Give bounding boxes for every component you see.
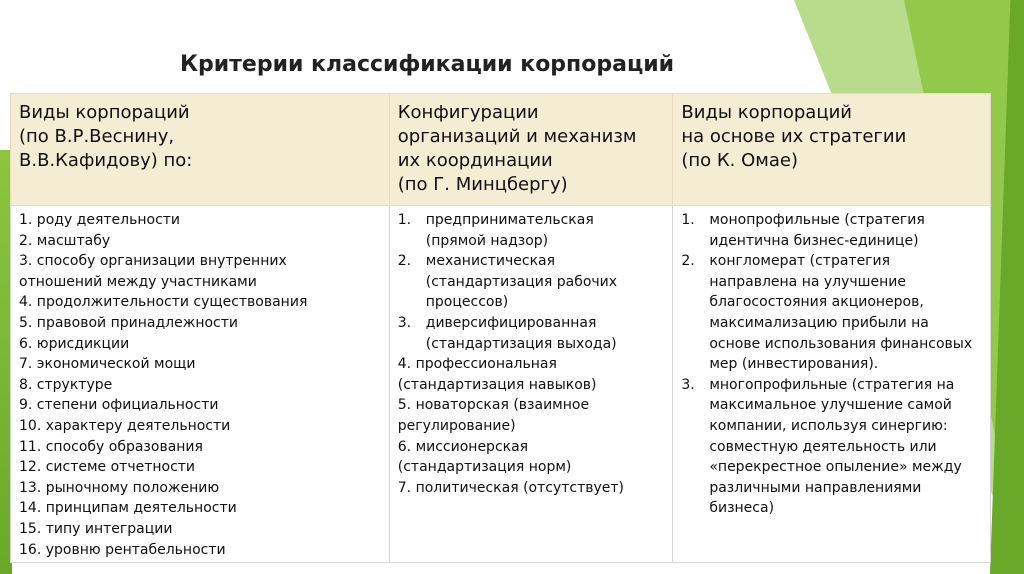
header-col1: [11, 94, 390, 206]
item-line: компании, используя синергию:: [709, 417, 948, 434]
list-item: 6. миссионерская: [397, 438, 529, 455]
header-col2: [389, 94, 673, 206]
list-item: 13. рыночному положению: [19, 479, 220, 496]
list-item: 14. принципам деятельности: [19, 500, 237, 517]
header-col2-line: Конфигурации: [397, 102, 539, 123]
item-line: многопрофильные (стратегия на: [709, 376, 955, 393]
col1-list: [19, 210, 383, 560]
list-item: (стандартизация норм): [397, 459, 572, 476]
item-line: совместную деятельность или: [709, 438, 937, 455]
col2-plain-list: [398, 354, 667, 498]
item-line: процессов): [425, 294, 509, 311]
list-item: 1. роду деятельности: [19, 212, 181, 228]
list-item: [681, 251, 984, 375]
item-line: (стандартизация рабочих: [425, 273, 618, 290]
item-text: [426, 251, 667, 313]
header-row: [11, 94, 991, 206]
col3-numbered-list: [681, 210, 984, 519]
item-line: максимальное улучшение самой: [709, 397, 952, 414]
item-line: мер (инвестирования).: [709, 356, 879, 373]
item-line: диверсифицированная: [425, 314, 597, 331]
list-item: 16. уровню рентабельности: [19, 541, 226, 558]
list-item: 4. профессиональная: [397, 356, 557, 373]
list-item: 15. типу интеграции: [19, 520, 173, 537]
item-text: [426, 210, 667, 251]
classification-table: [10, 93, 991, 563]
header-col3-line: на основе их стратегии: [681, 126, 907, 147]
item-number: 2.: [681, 253, 695, 270]
list-item: регулирование): [397, 417, 516, 434]
item-line: различными направлениями: [709, 479, 922, 496]
item-line: идентична бизнес-единице): [709, 232, 919, 249]
item-line: монопрофильные (стратегия: [709, 212, 925, 228]
item-line: максимализацию прибыли на: [709, 314, 929, 331]
list-item: [398, 313, 667, 354]
item-text: [709, 210, 984, 251]
list-item: 9. степени официальности: [19, 397, 219, 414]
item-line: (прямой надзор): [425, 232, 549, 249]
item-text: [426, 313, 667, 354]
list-item: 4. продолжительности существования: [19, 294, 308, 311]
cell-col1: [11, 206, 390, 563]
list-item: 5. новаторская (взаимное: [397, 397, 590, 414]
header-col1-line: Виды корпораций: [19, 102, 190, 123]
item-line: направлена на улучшение: [709, 273, 906, 290]
list-item: 5. правовой принадлежности: [19, 314, 239, 331]
col2-numbered-list: [398, 210, 667, 354]
header-col3-line: (по К. Омае): [681, 150, 798, 171]
list-item: 7. экономической мощи: [19, 356, 196, 373]
item-number: 3.: [681, 376, 695, 393]
list-item: 11. способу образования: [19, 438, 203, 455]
item-text: [709, 251, 984, 375]
slide-title: Критерии классификации корпораций: [180, 52, 675, 77]
list-item: 7. политическая (отсутствует): [397, 479, 625, 496]
item-line: механистическая: [425, 253, 556, 270]
header-col2-line: организаций и механизм: [397, 126, 637, 147]
item-text: [709, 375, 984, 519]
item-number: 3.: [397, 314, 412, 331]
list-item: 6. юрисдикции: [19, 335, 130, 352]
item-line: (стандартизация выхода): [425, 335, 617, 352]
list-item: 3. способу организации внутренних: [19, 253, 287, 270]
item-line: конгломерат (стратегия: [709, 253, 891, 270]
header-col2-line: их координации: [397, 150, 553, 171]
list-item: 12. системе отчетности: [19, 459, 196, 476]
header-col1-line: В.В.Кафидову) по:: [19, 150, 193, 171]
cell-col2: [389, 206, 673, 563]
item-line: основе использования финансовых: [709, 335, 973, 352]
list-item: (стандартизация навыков): [397, 376, 597, 393]
body-row: [11, 206, 991, 563]
list-item: 10. характеру деятельности: [19, 417, 231, 434]
item-line: благосостояния акционеров,: [709, 294, 924, 311]
list-item: [681, 210, 984, 251]
header-col2-line: (по Г. Минцбергу): [397, 174, 568, 195]
header-col1-line: (по В.Р.Веснину,: [19, 126, 175, 147]
item-line: «перекрестное опыление» между: [709, 459, 962, 476]
item-line: предпринимательская: [425, 212, 594, 228]
item-number: 2.: [397, 253, 412, 270]
header-col3: [673, 94, 991, 206]
list-item: [681, 375, 984, 519]
header-col3-line: Виды корпораций: [681, 102, 852, 123]
list-item: [398, 251, 667, 313]
item-line: бизнеса): [709, 500, 775, 517]
cell-col3: [673, 206, 991, 563]
list-item: 2. масштабу: [19, 232, 111, 249]
list-item: [398, 210, 667, 251]
item-number: 1.: [397, 212, 412, 228]
list-item: отношений между участниками: [19, 273, 257, 290]
item-number: 1.: [681, 212, 695, 228]
list-item: 8. структуре: [19, 376, 113, 393]
